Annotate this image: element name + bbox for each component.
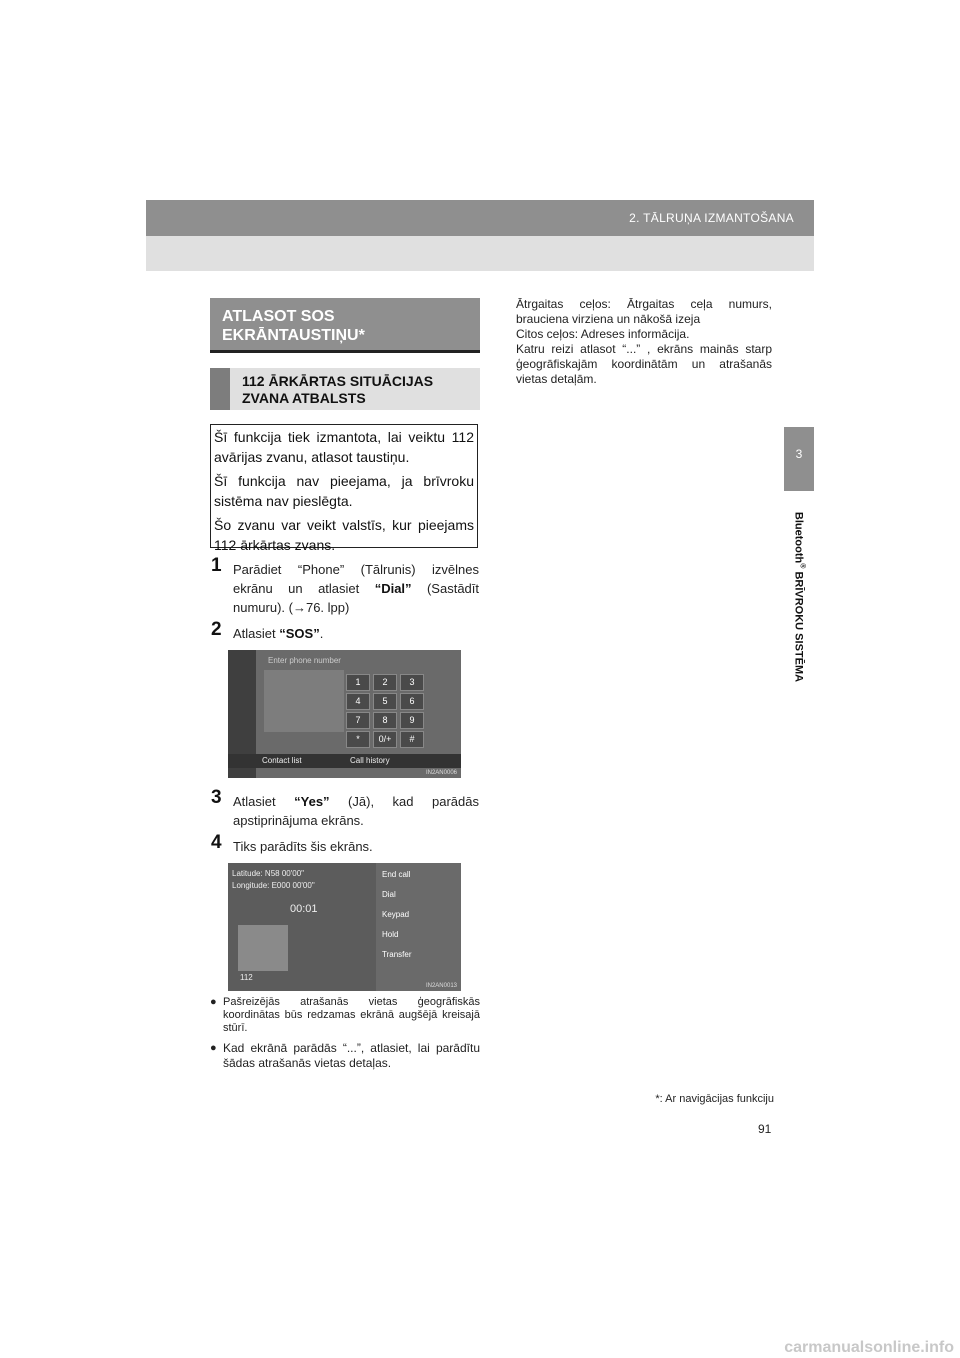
keypad-key: 8 [373,712,397,729]
note-text: Kad ekrānā parādās “...”, atlasiet, lai parādītu šādas atrašanās vietas detaļas. [223,1041,480,1070]
footnote: *: Ar navigācijas funkciju [655,1093,774,1105]
keypad-key: * [346,731,370,748]
chapter-title: 2. TĀLRUŅA IZMANTOŠANA [629,211,794,225]
step-text-pre: Atlasiet [233,794,295,809]
keypad-key: 6 [400,693,424,710]
watermark: carmanualsonline.info [784,1339,954,1356]
chapter-tab [784,427,814,491]
number-display [264,670,344,732]
keypad-key: 4 [346,693,370,710]
step-text-post: (Jā), kad parādās apstiprinājuma ekrāns. [233,794,479,828]
image-code: IN2AN0006 [425,770,457,776]
section-title-line1: ATLASOT SOS [222,308,335,325]
keypad-key: 0/+ [373,731,397,748]
info-paragraph: Šo zvanu var veikt valstīs, kur pieejams 112 ārkārtas zvans. [214,517,474,553]
page-number: 91 [758,1122,772,1136]
step-text-pre: Atlasiet [233,626,280,641]
subsection-title-line1: 112 ĀRKĀRTAS SITUĀCIJAS [242,373,434,389]
dialed-number: 112 [240,973,253,982]
step-number: 3 [211,787,222,808]
notes-list [210,996,480,1077]
keypad-key: 9 [400,712,424,729]
step-text-bold: “Dial” [374,581,412,596]
step-text-bold: “SOS” [279,626,320,641]
keypad-key: 1 [346,674,370,691]
keypad-button: Keypad [382,910,410,919]
right-paragraph: Katru reizi atlasot “...” , ekrāns mainās starp ģeogrāfiskajām koordinātām un atrašanās vietas detaļām. [516,342,772,386]
latitude-text: Latitude: N58 00'00" [232,869,304,878]
sos-call-screen-image [228,863,461,991]
transfer-button: Transfer [382,950,412,959]
step-text [233,560,479,617]
side-label-rest: BRĪVROKU SISTĒMA [792,568,805,683]
dial-button: Dial [382,890,396,899]
right-paragraph: Citos ceļos: Adreses informācija. [516,327,690,341]
keypad-key: 5 [373,693,397,710]
end-call-button: End call [382,870,411,879]
side-label-bluetooth: Bluetooth [792,511,805,564]
info-paragraph: Šī funkcija tiek izmantota, lai veiktu 112 avārijas zvanu, atlasot taustiņu. [214,429,474,465]
subsection-title-line2: ZVANA ATBALSTS [242,390,366,406]
note-item [210,996,480,1035]
keypad-key: # [400,731,424,748]
call-timer: 00:01 [290,903,318,915]
step-text [233,837,479,856]
step-text-post: . [319,626,324,641]
keypad-key: 7 [346,712,370,729]
info-box [210,424,478,553]
step-text [233,624,479,643]
section-heading [210,298,480,353]
registered-mark: ® [798,563,806,569]
subsection-bar [210,368,230,410]
screen-title: Enter phone number [268,656,341,665]
keypad-key: 3 [400,674,424,691]
step-number: 1 [211,555,222,576]
subsection-title [242,373,472,407]
right-paragraph: Ātrgaitas ceļos: Ātrgaitas ceļa numurs, brauciena virziena un nākošā izeja [516,297,772,326]
header-band [146,236,814,271]
contact-photo [238,925,288,971]
note-text: Pašreizējās atrašanās vietas ģeogrāfiskās koordinātas būs redzamas ekrānā augšējā kreisajā stūrī. [223,996,480,1034]
dial-screen-image [228,650,461,778]
chapter-number: 3 [795,447,803,461]
step-text [233,792,479,830]
step-number: 4 [211,832,222,853]
info-paragraph: Šī funkcija nav pieejama, ja brīvroku sistēma nav pieslēgta. [214,473,474,509]
step-text-post: (Sastādīt numuru). (→76. lpp) [233,581,480,615]
longitude-text: Longitude: E000 00'00" [232,881,315,890]
header-bar [146,200,814,236]
step-number: 2 [211,619,222,640]
call-history-label: Call history [350,756,390,765]
chapter-side-label [793,512,806,682]
section-title-line2: EKRĀNTAUSTIŅU* [222,327,365,344]
step-text-bold: “Yes” [294,794,330,809]
step-text-pre: Parādiet “Phone” (Tālrunis) izvēlnes ekrānu un atlasiet [233,562,479,596]
note-item [210,1041,480,1071]
section-title [222,307,472,345]
right-column-text [516,297,772,387]
step-text-pre: Tiks parādīts šis ekrāns. [233,839,373,854]
hold-button: Hold [382,930,399,939]
keypad-key: 2 [373,674,397,691]
subsection-heading [210,368,480,410]
bullet-icon: ● [210,1042,217,1054]
bullet-icon: ● [210,996,217,1008]
contact-list-label: Contact list [262,756,302,765]
image-code: IN2AN0013 [425,983,457,989]
